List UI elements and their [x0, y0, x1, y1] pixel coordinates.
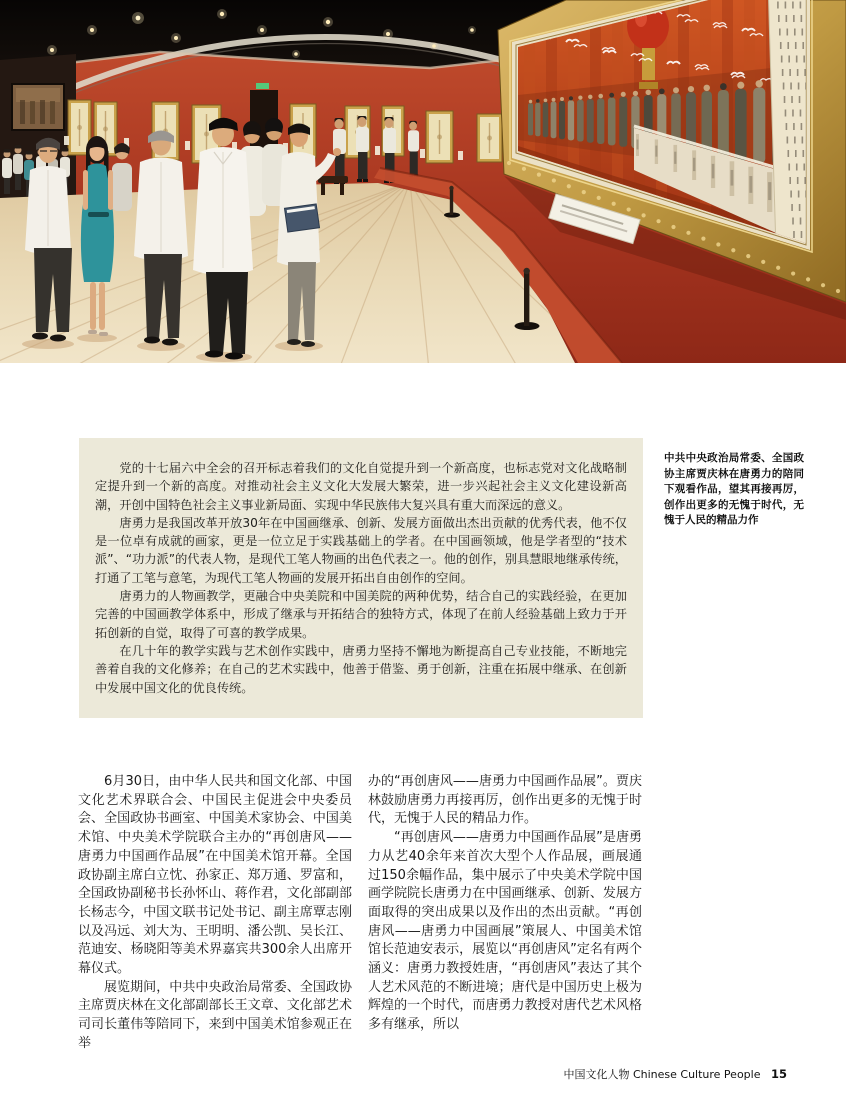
visitor-woman-grey	[112, 143, 132, 211]
article-paragraph: 办的“再创唐风——唐勇力中国画作品展”。贾庆林鼓励唐勇力再接再厉，创作出更多的无愧于时代，无愧于人民的精品力作。	[368, 774, 642, 827]
artist-folder	[284, 204, 319, 232]
intro-box	[79, 438, 643, 718]
intro-paragraph: 唐勇力的人物画教学，更融合中央美院和中国美院的两种优势，结合自己的实践经验，在更加完善的中国画教学体系中，形成了继承与开拓结合的独特方式，体现了在前人经验基础上致力于开拓创新的自觉，取得了可喜的教学成果。	[95, 589, 627, 640]
page-number: 15	[770, 1067, 787, 1081]
footer-title-cn: 中国文化人物	[563, 1068, 630, 1081]
article-right-column	[368, 773, 642, 1035]
photo-caption: 中共中央政治局常委、全国政协主席贾庆林在唐勇力的陪同下观看作品，望其再接再厉，创作出更多的无愧于时代，无愧于人民的精品力作	[664, 452, 804, 527]
article-paragraph: “再创唐风——唐勇力中国画作品展”是唐勇力从艺40余年来首次大型个人作品展，画展通过150余幅作品，集中展示了中央美术学院中国画学院院长唐勇力在中国画继承、创新、发展方面取得的突出成果以及作出的杰出贡献。“再创唐风——唐勇力中国画展”策展人、中国美术馆馆长范迪安表示，展览以“再创唐风”定名有两个涵义：唐勇力教授姓唐，“再创唐风”表达了其个人艺术风范的不断进境；唐代是中国历史上极为辉煌的一个时代，而唐勇力教授对唐代艺术风格多有继承，所以	[368, 830, 642, 1033]
page-footer	[563, 1066, 787, 1082]
footer-title-en: Chinese Culture People	[632, 1068, 761, 1081]
intro-paragraph: 唐勇力是我国改革开放30年在中国画继承、创新、发展方面做出杰出贡献的优秀代表，他不仅是一位卓有成就的画家，更是一位立足于实践基础上的学者。在中国画领域，他是学者型的“技术派”、“功力派”的代表人物，是现代工笔人物画的出色代表之一。他的创作，别具慧眼地继承传统，打通了工笔与意笔，为现代工笔人物画的发展开拓出自由创作的空间。	[95, 515, 627, 585]
exhibition-photo	[0, 0, 846, 363]
article-paragraph: 展览期间，中共中央政治局常委、全国政协主席贾庆林在文化部副部长王文章、文化部艺术司司长董伟等陪同下，来到中国美术馆参观正在举	[78, 979, 352, 1051]
exit-sign	[256, 83, 269, 89]
intro-paragraph: 在几十年的教学实践与艺术创作实践中，唐勇力坚持不懈地为断提高自己专业技能，不断地完善着自我的文化修养；在自己的艺术实践中，他善于借鉴、勇于创新，注重在拓展中继承、在创新中发展中国文化的优良传统。	[95, 643, 627, 695]
article-left-column	[78, 773, 352, 1054]
intro-paragraph: 党的十七届六中全会的召开标志着我们的文化自觉提升到一个新高度，也标志党对文化战略制定提升到一个新的高度。对推动社会主义文化大发展大繁荣，进一步兴起社会主义文化建设新高潮，开创中国特色社会主义事业新局面、实现中华民族伟大复兴具有重大而深远的意义。	[95, 461, 627, 512]
article-paragraph: 6月30日，由中华人民共和国文化部、中国文化艺术界联合会、中国民主促进会中央委员会、全国政协书画室、中国美术家协会、中国美术馆、中央美术学院联合主办的“再创唐风——唐勇力中国画作品展”在中国美术馆开幕。全国政协副主席白立忱、孙家正、郑万通、罗富和，全国政协副秘书长孙怀山、蒋作君，文化部副部长杨志今，中国文联书记处书记、副主席覃志刚以及冯远、刘大为、王明明、潘公凯、吴长江、范迪安、杨晓阳等美术界嘉宾共300余人出席开幕仪式。	[78, 774, 352, 977]
